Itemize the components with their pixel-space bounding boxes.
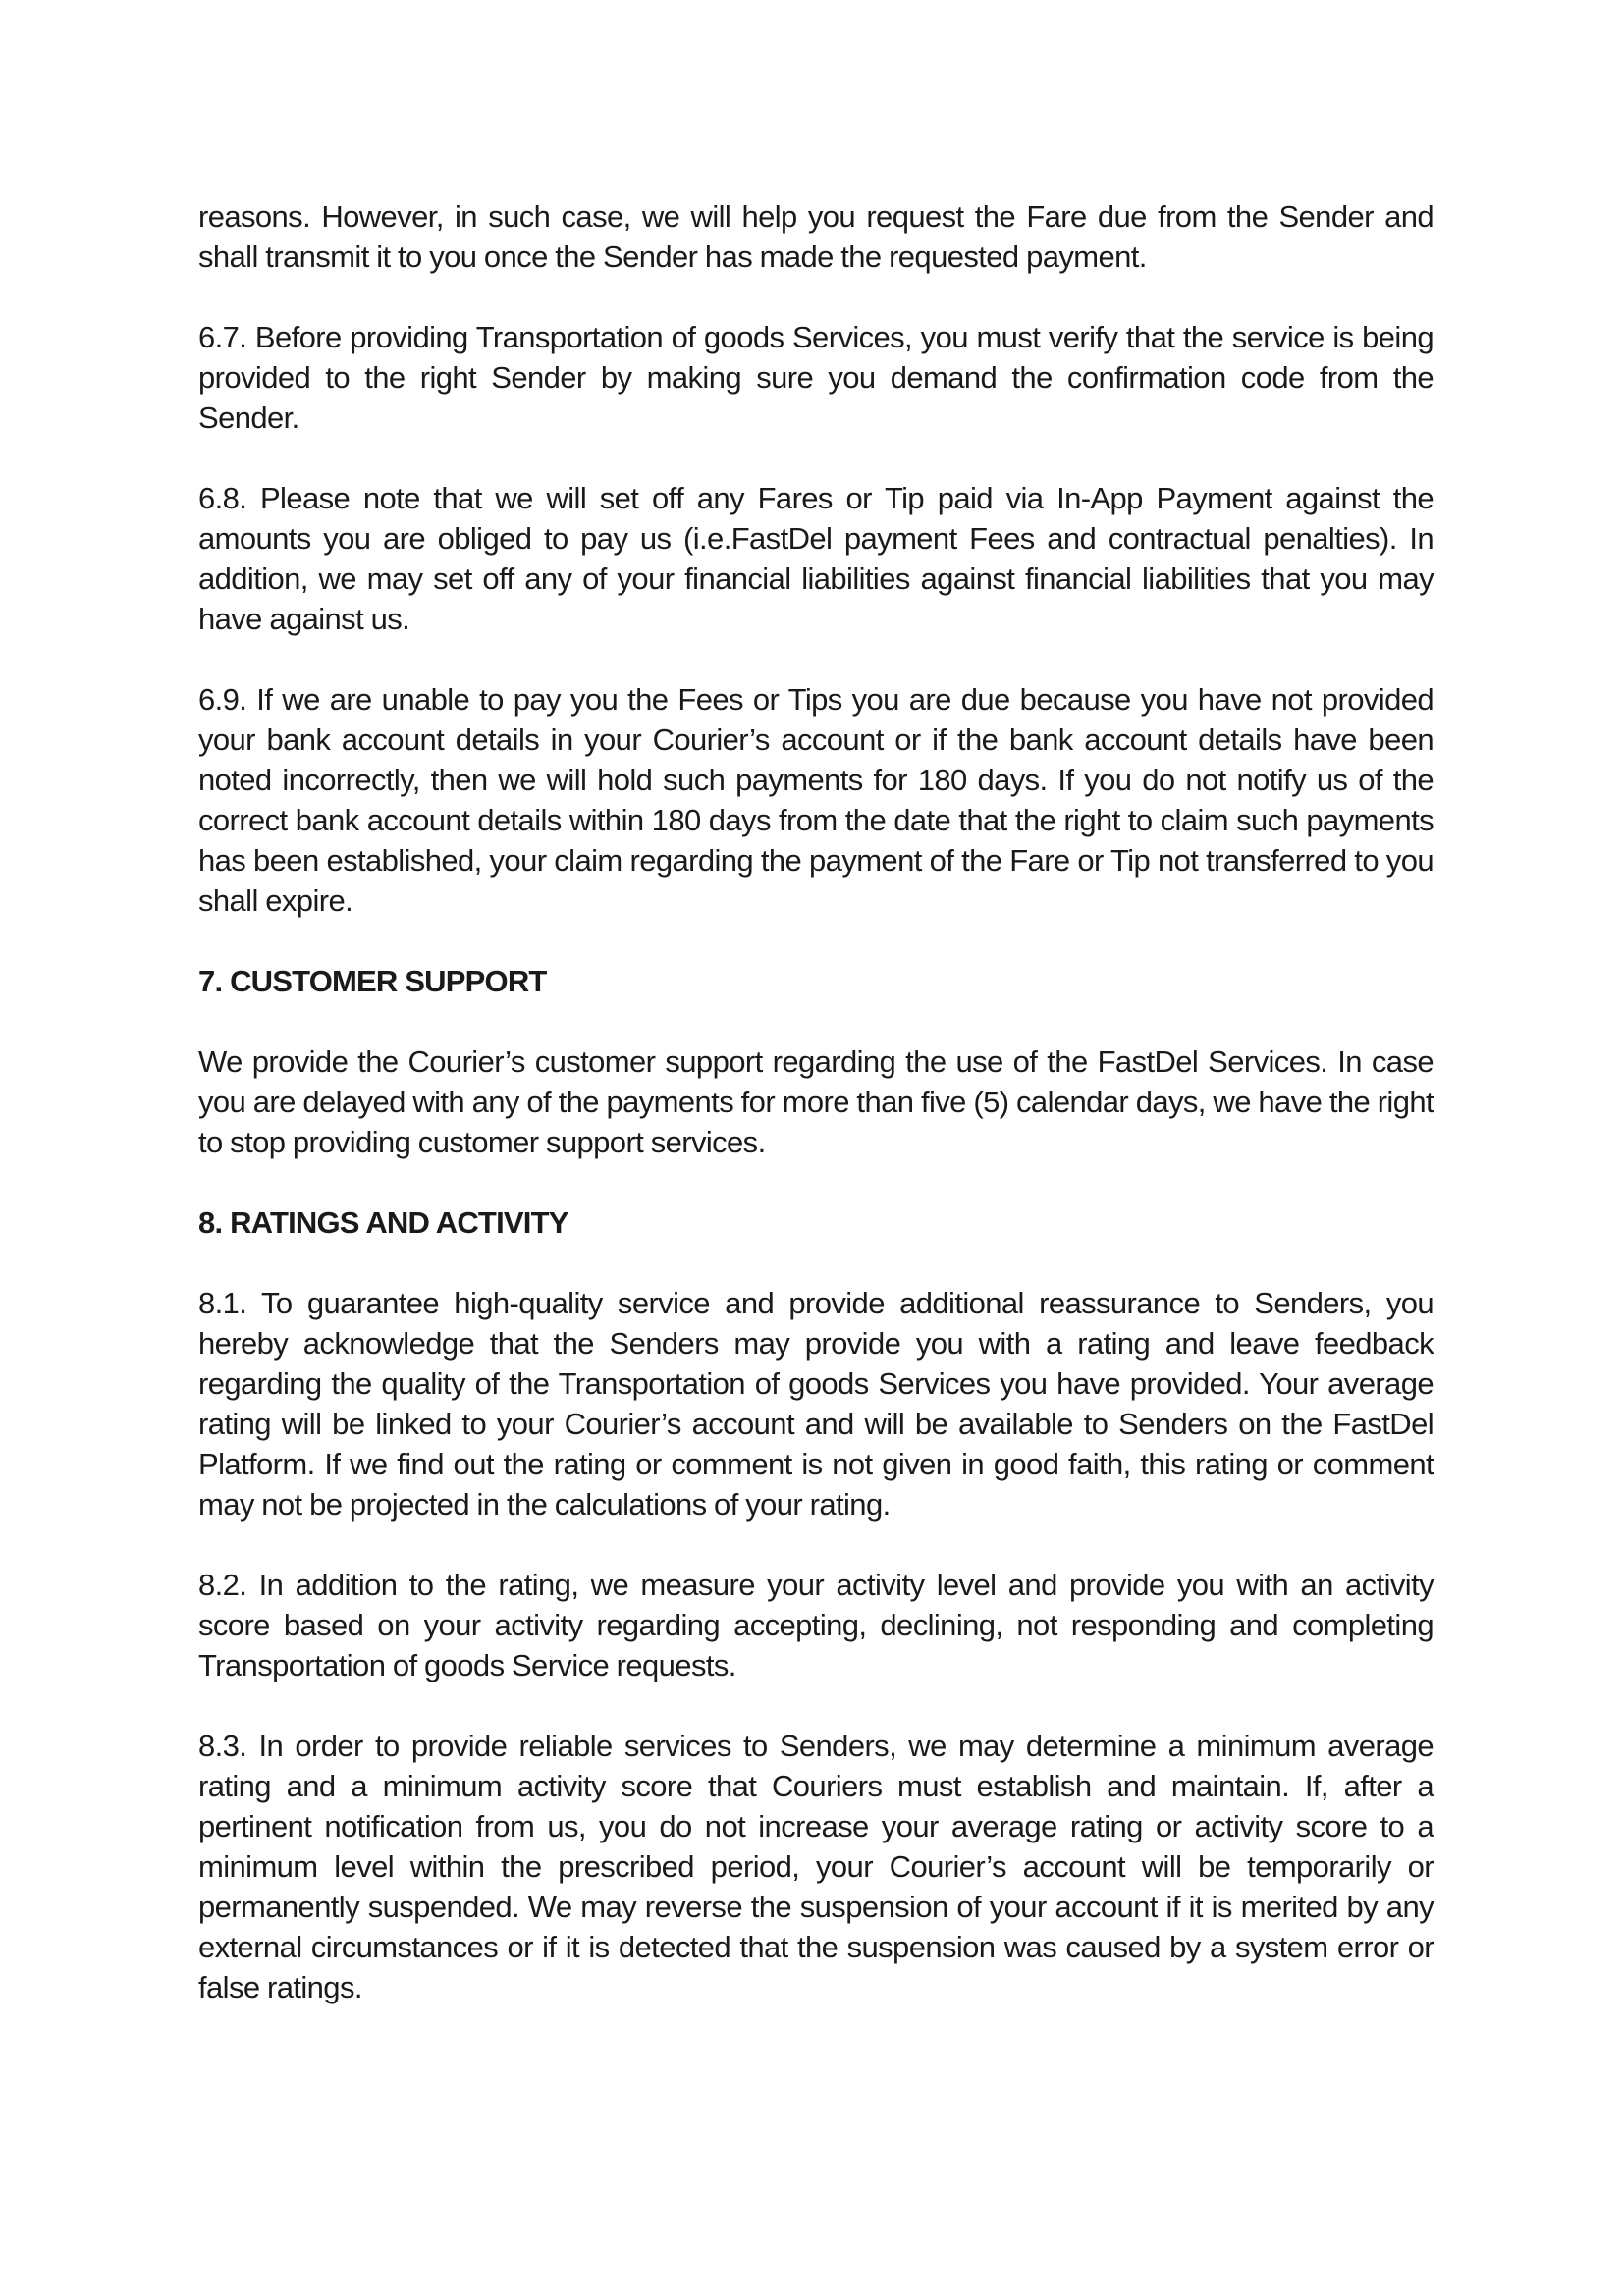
paragraph-6-7: 6.7. Before providing Transportation of goods Services, you must verify that the service is being provided to the right Sender by making sure you demand the confirmation code from the Sender. (198, 320, 1434, 435)
section-customer-support (198, 961, 1434, 1162)
paragraph-6-8: 6.8. Please note that we will set off any Fares or Tip paid via In-App Payment against the amounts you are obliged to pay us (i.e.FastDel payment Fees and contractual penalties). In addition, we may set off any of your financial liabilities against financial liabilities that you may have against us. (198, 481, 1434, 636)
section-ratings-and-activity (198, 1202, 1434, 2007)
paragraph-8-2: 8.2. In addition to the rating, we measure your activity level and provide you with an activity score based on your activity regarding accepting, declining, not responding and completing Transportation of goods Service requests. (198, 1568, 1434, 1682)
paragraph-7: We provide the Courier’s customer support regarding the use of the FastDel Services. In case you are delayed with any of the payments for more than five (5) calendar days, we have the right to stop providing customer support services. (198, 1044, 1434, 1159)
paragraph-8-1: 8.1. To guarantee high-quality service and provide additional reassurance to Senders, you hereby acknowledge that the Senders may provide you with a rating and leave feedback regarding the quality of the Transportation of goods Services you have provided. Your average rating will be linked to your Courier’s account and will be available to Senders on the FastDel Platform. If we find out the rating or comment is not given in good faith, this rating or comment may not be projected in the calculations of your rating. (198, 1286, 1434, 1522)
paragraph-6-6-continued: reasons. However, in such case, we will help you request the Fare due from the Sender and shall transmit it to you once the Sender has made the requested payment. (198, 199, 1434, 274)
heading-ratings-and-activity: 8. RATINGS AND ACTIVITY (198, 1205, 568, 1240)
paragraph-8-3: 8.3. In order to provide reliable services to Senders, we may determine a minimum average rating and a minimum activity score that Couriers must establish and maintain. If, after a pertinent notification from us, you do not increase your average rating or activity score to a minimum level within the prescribed period, your Courier’s account will be temporarily or permanently suspended. We may reverse the suspension of your account if it is merited by any external circumstances or if it is detected that the suspension was caused by a system error or false ratings. (198, 1729, 1434, 2004)
paragraph-6-9: 6.9. If we are unable to pay you the Fees or Tips you are due because you have not provided your bank account details in your Courier’s account or if the bank account details have been noted incorrectly, then we will hold such payments for 180 days. If you do not notify us of the correct bank account details within 180 days from the date that the right to claim such payments has been established, your claim regarding the payment of the Fare or Tip not transferred to you shall expire. (198, 682, 1434, 918)
document-page (198, 196, 1434, 2048)
heading-customer-support: 7. CUSTOMER SUPPORT (198, 964, 547, 998)
